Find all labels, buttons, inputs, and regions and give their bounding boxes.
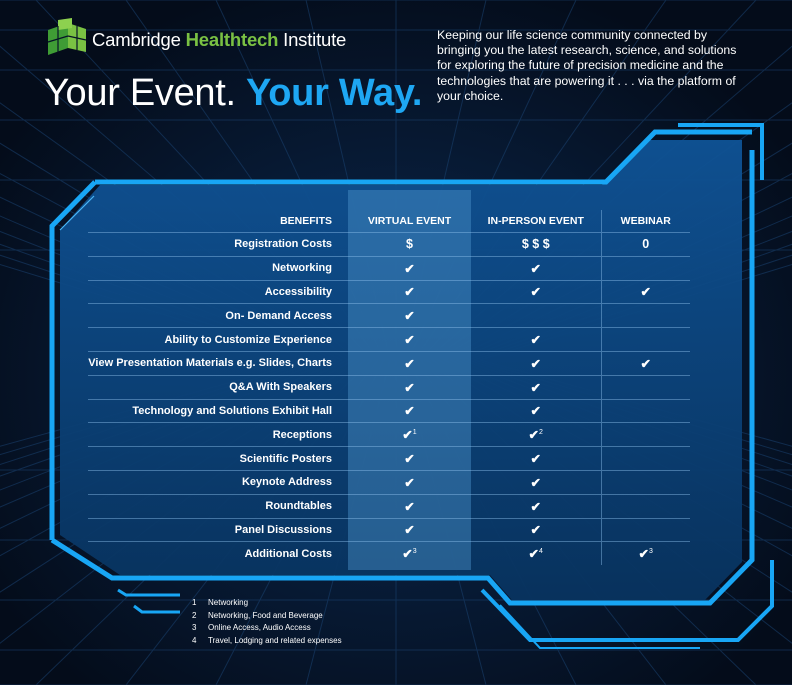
- webinar-cell: [601, 423, 690, 447]
- webinar-cell: [601, 233, 690, 257]
- in-person-event-cell-value: ✔: [530, 404, 541, 419]
- in-person-event-cell-value: ✔: [530, 356, 541, 371]
- webinar-cell: [601, 494, 690, 518]
- benefit-cell: [88, 256, 348, 280]
- webinar-cell-value: ✔: [640, 356, 651, 371]
- benefit-cell: [88, 423, 348, 447]
- table-row: [88, 470, 690, 494]
- webinar-cell: [601, 375, 690, 399]
- virtual-event-cell-value: ✔: [404, 523, 415, 538]
- virtual-event-cell-value: ✔: [404, 261, 415, 276]
- in-person-event-cell-footnote-ref: 2: [539, 429, 543, 437]
- webinar-cell-value: 0: [642, 237, 650, 252]
- in-person-event-cell-value: ✔: [530, 523, 541, 538]
- benefit-cell: [88, 304, 348, 328]
- table-row: [88, 351, 690, 375]
- benefit-cell: [88, 494, 348, 518]
- virtual-event-cell-value: ✔: [404, 333, 415, 348]
- in-person-event-cell: [471, 470, 601, 494]
- virtual-event-cell: [348, 423, 471, 447]
- in-person-event-cell-value: ✔: [530, 333, 541, 348]
- footnote-text: Networking: [208, 598, 249, 607]
- in-person-event-cell-footnote-ref: 4: [539, 548, 543, 556]
- headline-your-way: Your Way.: [246, 72, 423, 114]
- in-person-event-cell-value: ✔: [530, 499, 541, 514]
- benefit-cell: [88, 280, 348, 304]
- in-person-event-cell-value: ✔: [530, 380, 541, 395]
- benefit-cell: [88, 470, 348, 494]
- benefit-cell: [88, 351, 348, 375]
- webinar-cell: [601, 518, 690, 542]
- in-person-event-cell-value: ✔: [530, 261, 541, 276]
- in-person-event-cell-value: ✔: [530, 285, 541, 300]
- table-header-row: [88, 210, 690, 233]
- header-benefits: BENEFITS: [280, 215, 332, 227]
- in-person-event-cell-value: ✔: [528, 547, 540, 562]
- virtual-event-cell-value: ✔: [404, 356, 415, 371]
- header-virtual-event: VIRTUAL EVENT: [367, 215, 452, 227]
- in-person-event-cell: [471, 447, 601, 471]
- webinar-cell: [601, 304, 690, 328]
- virtual-event-cell: [348, 280, 471, 304]
- benefit-cell-value: Technology and Solutions Exhibit Hall: [132, 404, 332, 417]
- table-row: [88, 280, 690, 304]
- webinar-cell: [601, 447, 690, 471]
- intro-paragraph: Keeping our life science community connected by bringing you the latest research, science, and solutions for exploring the future of precision medicine and the technologies that are powering it . . . via the platform of your choice.: [437, 28, 737, 103]
- webinar-cell-value: ✔: [638, 547, 650, 562]
- header-webinar: WEBINAR: [601, 210, 690, 233]
- table-body: [88, 233, 690, 566]
- in-person-event-cell: [471, 304, 601, 328]
- footnote-number: 1: [192, 598, 197, 607]
- virtual-event-cell: [348, 328, 471, 352]
- table-row: [88, 423, 690, 447]
- footnote-text: Online Access, Audio Access: [208, 623, 311, 632]
- table-row: [88, 542, 690, 565]
- benefit-cell-value: Q&A With Speakers: [229, 381, 332, 394]
- benefit-cell: [88, 233, 348, 257]
- in-person-event-cell: [471, 399, 601, 423]
- virtual-event-cell: [348, 233, 471, 257]
- virtual-event-cell: [348, 542, 471, 565]
- benefit-cell-value: Ability to Customize Experience: [164, 333, 332, 346]
- in-person-event-cell-value: ✔: [528, 428, 540, 443]
- table-row: [88, 518, 690, 542]
- virtual-event-cell: [348, 351, 471, 375]
- in-person-event-cell-value: ✔: [530, 475, 541, 490]
- webinar-cell-footnote-ref: 3: [649, 548, 653, 556]
- benefit-cell: [88, 328, 348, 352]
- in-person-event-cell-value: $ $ $: [521, 237, 550, 252]
- in-person-event-cell: [471, 328, 601, 352]
- virtual-event-cell-value: ✔: [404, 309, 415, 324]
- benefit-cell-value: Accessibility: [264, 285, 332, 298]
- footnote-text: Networking, Food and Beverage: [208, 610, 323, 620]
- benefit-cell: [88, 542, 348, 565]
- in-person-event-cell: [471, 233, 601, 257]
- benefit-cell-value: Scientific Posters: [239, 452, 332, 465]
- virtual-event-cell: [348, 470, 471, 494]
- headline-your-event: Your Event.: [44, 72, 247, 114]
- virtual-event-cell: [348, 375, 471, 399]
- footnote-text: Travel, Lodging and related expenses: [208, 635, 342, 645]
- benefit-cell-value: Roundtables: [265, 500, 332, 513]
- virtual-event-cell-value: ✔: [404, 452, 415, 467]
- webinar-cell: [601, 399, 690, 423]
- table-row: [88, 494, 690, 518]
- virtual-event-cell-value: ✔: [404, 404, 415, 419]
- virtual-event-cell-value: ✔: [404, 499, 415, 514]
- header-in-person-event: IN-PERSON EVENT: [487, 215, 584, 227]
- in-person-event-cell: [471, 375, 601, 399]
- benefit-cell-value: Panel Discussions: [234, 523, 332, 536]
- benefit-cell-value: Receptions: [272, 428, 332, 441]
- in-person-event-cell: [471, 256, 601, 280]
- footnote-item: [192, 610, 342, 623]
- virtual-event-cell: [348, 447, 471, 471]
- webinar-cell: [601, 280, 690, 304]
- footnote-item: [192, 622, 342, 635]
- benefit-cell-value: On- Demand Access: [225, 309, 332, 322]
- virtual-event-cell-footnote-ref: 3: [412, 548, 417, 556]
- webinar-cell: [601, 256, 690, 280]
- virtual-event-cell: [348, 304, 471, 328]
- benefit-cell: [88, 375, 348, 399]
- virtual-event-cell-value: ✔: [402, 428, 413, 443]
- logo-text-healthtech: Healthtech: [185, 29, 279, 50]
- virtual-event-cell-value: ✔: [404, 285, 415, 300]
- benefit-cell: [88, 447, 348, 471]
- footnote-item: [192, 597, 342, 610]
- table-row: [88, 447, 690, 471]
- webinar-cell: [601, 542, 690, 565]
- webinar-cell: [601, 470, 690, 494]
- table-row: [88, 304, 690, 328]
- logo-text-institute: Institute: [278, 29, 347, 50]
- benefit-cell-value: Registration Costs: [234, 238, 332, 251]
- virtual-event-cell-value: ✔: [402, 547, 413, 562]
- benefit-cell-value: Additional Costs: [244, 547, 332, 560]
- virtual-event-cell: [348, 518, 471, 542]
- virtual-event-cell-value: ✔: [404, 475, 415, 490]
- in-person-event-cell: [471, 351, 601, 375]
- logo-text-cambridge: Cambridge: [92, 29, 186, 50]
- table-row: [88, 375, 690, 399]
- comparison-table-wrapper: [88, 210, 690, 565]
- virtual-event-cell: [348, 494, 471, 518]
- virtual-event-cell: [348, 256, 471, 280]
- comparison-table: [88, 210, 690, 565]
- in-person-event-cell: [471, 280, 601, 304]
- benefit-cell-value: Keynote Address: [241, 476, 332, 489]
- in-person-event-cell: [471, 423, 601, 447]
- webinar-cell: [601, 351, 690, 375]
- footnote-item: [192, 635, 342, 648]
- footnote-number: 4: [192, 635, 197, 645]
- virtual-event-cell-footnote-ref: 1: [412, 429, 417, 437]
- table-row: [88, 233, 690, 257]
- benefit-cell: [88, 399, 348, 423]
- in-person-event-cell: [471, 518, 601, 542]
- in-person-event-cell-value: ✔: [530, 452, 541, 467]
- table-row: [88, 328, 690, 352]
- webinar-cell: [601, 328, 690, 352]
- table-row: [88, 256, 690, 280]
- benefit-cell-value: Networking: [272, 262, 332, 275]
- footnotes: [192, 597, 342, 647]
- benefit-cell-value: View Presentation Materials e.g. Slides, Charts: [88, 357, 332, 370]
- in-person-event-cell: [471, 494, 601, 518]
- virtual-event-cell-value: ✔: [404, 380, 415, 395]
- virtual-event-cell: [348, 399, 471, 423]
- table-row: [88, 399, 690, 423]
- footnote-number: 2: [192, 610, 197, 620]
- webinar-cell-value: ✔: [640, 285, 651, 300]
- in-person-event-cell: [471, 542, 601, 565]
- benefit-cell: [88, 518, 348, 542]
- virtual-event-cell-value: $: [406, 237, 413, 252]
- footnote-number: 3: [192, 623, 197, 632]
